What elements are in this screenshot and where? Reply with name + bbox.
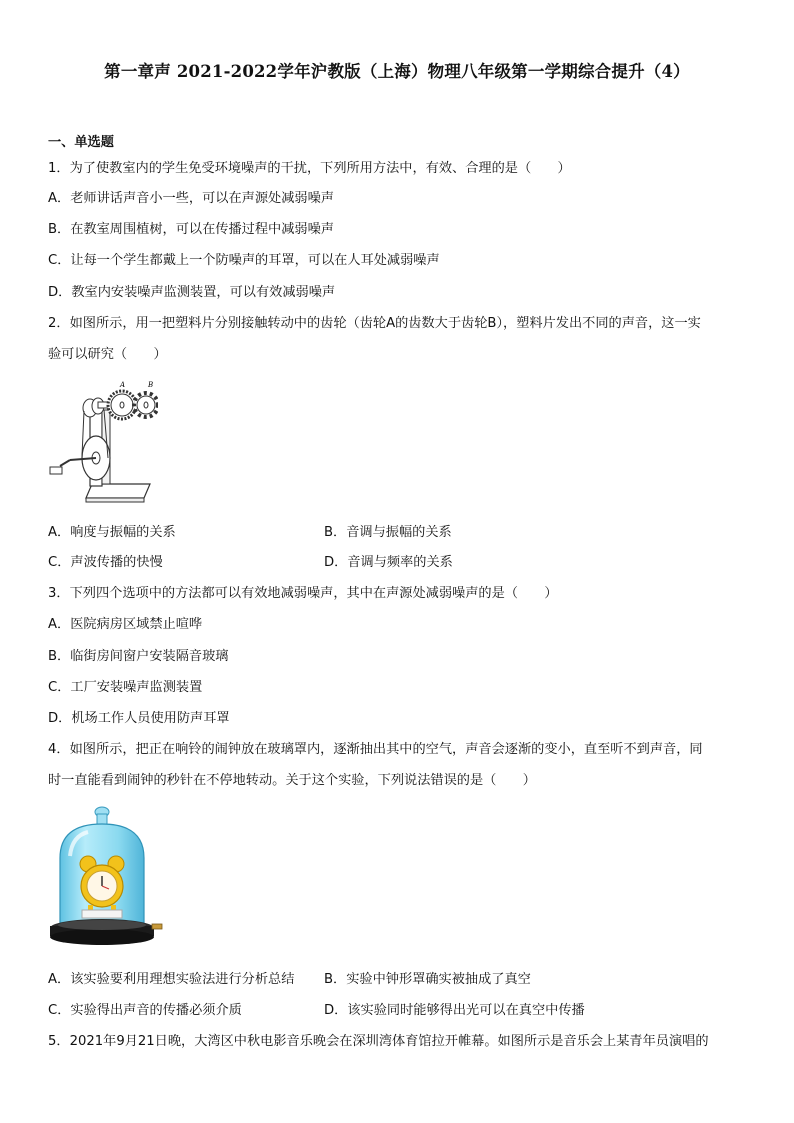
air-valve — [152, 924, 162, 929]
q4-option-d[interactable]: D．该实验同时能够得出光可以在真空中传播 — [324, 1003, 585, 1018]
section-heading: 一、单选题 — [48, 135, 114, 150]
gear-a-label: A — [120, 381, 126, 389]
q4-stem-line2: 时一直能看到闹钟的秒针在不停地转动。关于这个实验，下列说法错误的是（ ） — [48, 773, 536, 788]
q2-option-a[interactable]: A．响度与振幅的关系 — [48, 525, 176, 540]
q2-stem-line1: 2．如图所示，用一把塑料片分别接触转动中的齿轮（齿轮A的齿数大于齿轮B），塑料片发出不同的声音，这一实 — [48, 316, 701, 331]
gear-b — [134, 393, 158, 417]
gear-apparatus-figure — [46, 376, 158, 504]
q3-option-a[interactable]: A．医院病房区域禁止喧哗 — [48, 617, 203, 632]
q2-option-c[interactable]: C．声波传播的快慢 — [48, 555, 163, 570]
q2-option-d[interactable]: D．音调与频率的关系 — [324, 555, 453, 570]
q2-stem-line2: 验可以研究（ ） — [48, 347, 167, 362]
q3-stem: 3．下列四个选项中的方法都可以有效地减弱噪声，其中在声源处减弱噪声的是（ ） — [48, 586, 558, 601]
q4-stem-line1: 4．如图所示，把正在响铃的闹钟放在玻璃罩内，逐渐抽出其中的空气，声音会逐渐的变小，直至听不到声音，同 — [48, 742, 703, 757]
q3-option-b[interactable]: B．临街房间窗户安装隔音玻璃 — [48, 649, 229, 664]
q1-option-d[interactable]: D．教室内安装噪声监测装置，可以有效减弱噪声 — [48, 285, 336, 300]
q3-option-d[interactable]: D．机场工作人员使用防声耳罩 — [48, 711, 230, 726]
q4-option-a[interactable]: A．该实验要利用理想实验法进行分析总结 — [48, 972, 295, 987]
page-title: 第一章声 2021-2022学年沪教版（上海）物理八年级第一学期综合提升（4） — [104, 62, 690, 81]
q1-option-b[interactable]: B．在教室周围植树，可以在传播过程中减弱噪声 — [48, 222, 334, 237]
gear-b-label: B — [148, 381, 154, 389]
q1-option-a[interactable]: A．老师讲话声音小一些，可以在声源处减弱噪声 — [48, 191, 334, 206]
q5-stem-line1: 5．2021年9月21日晚，大湾区中秋电影音乐晚会在深圳湾体育馆拉开帷幕。如图所示是音乐会上某青年员演唱的 — [48, 1034, 709, 1049]
bell-jar-clock-figure — [48, 806, 164, 948]
q3-option-c[interactable]: C．工厂安装噪声监测装置 — [48, 680, 203, 695]
gear-a — [108, 391, 136, 419]
q1-stem: 1．为了使教室内的学生免受环境噪声的干扰，下列所用方法中，有效、合理的是（ ） — [48, 161, 571, 176]
q2-option-b[interactable]: B．音调与振幅的关系 — [324, 525, 452, 540]
q1-option-c[interactable]: C．让每一个学生都戴上一个防噪声的耳罩，可以在人耳处减弱噪声 — [48, 253, 440, 268]
q4-option-c[interactable]: C．实验得出声音的传播必须介质 — [48, 1003, 242, 1018]
q4-option-b[interactable]: B．实验中钟形罩确实被抽成了真空 — [324, 972, 531, 987]
